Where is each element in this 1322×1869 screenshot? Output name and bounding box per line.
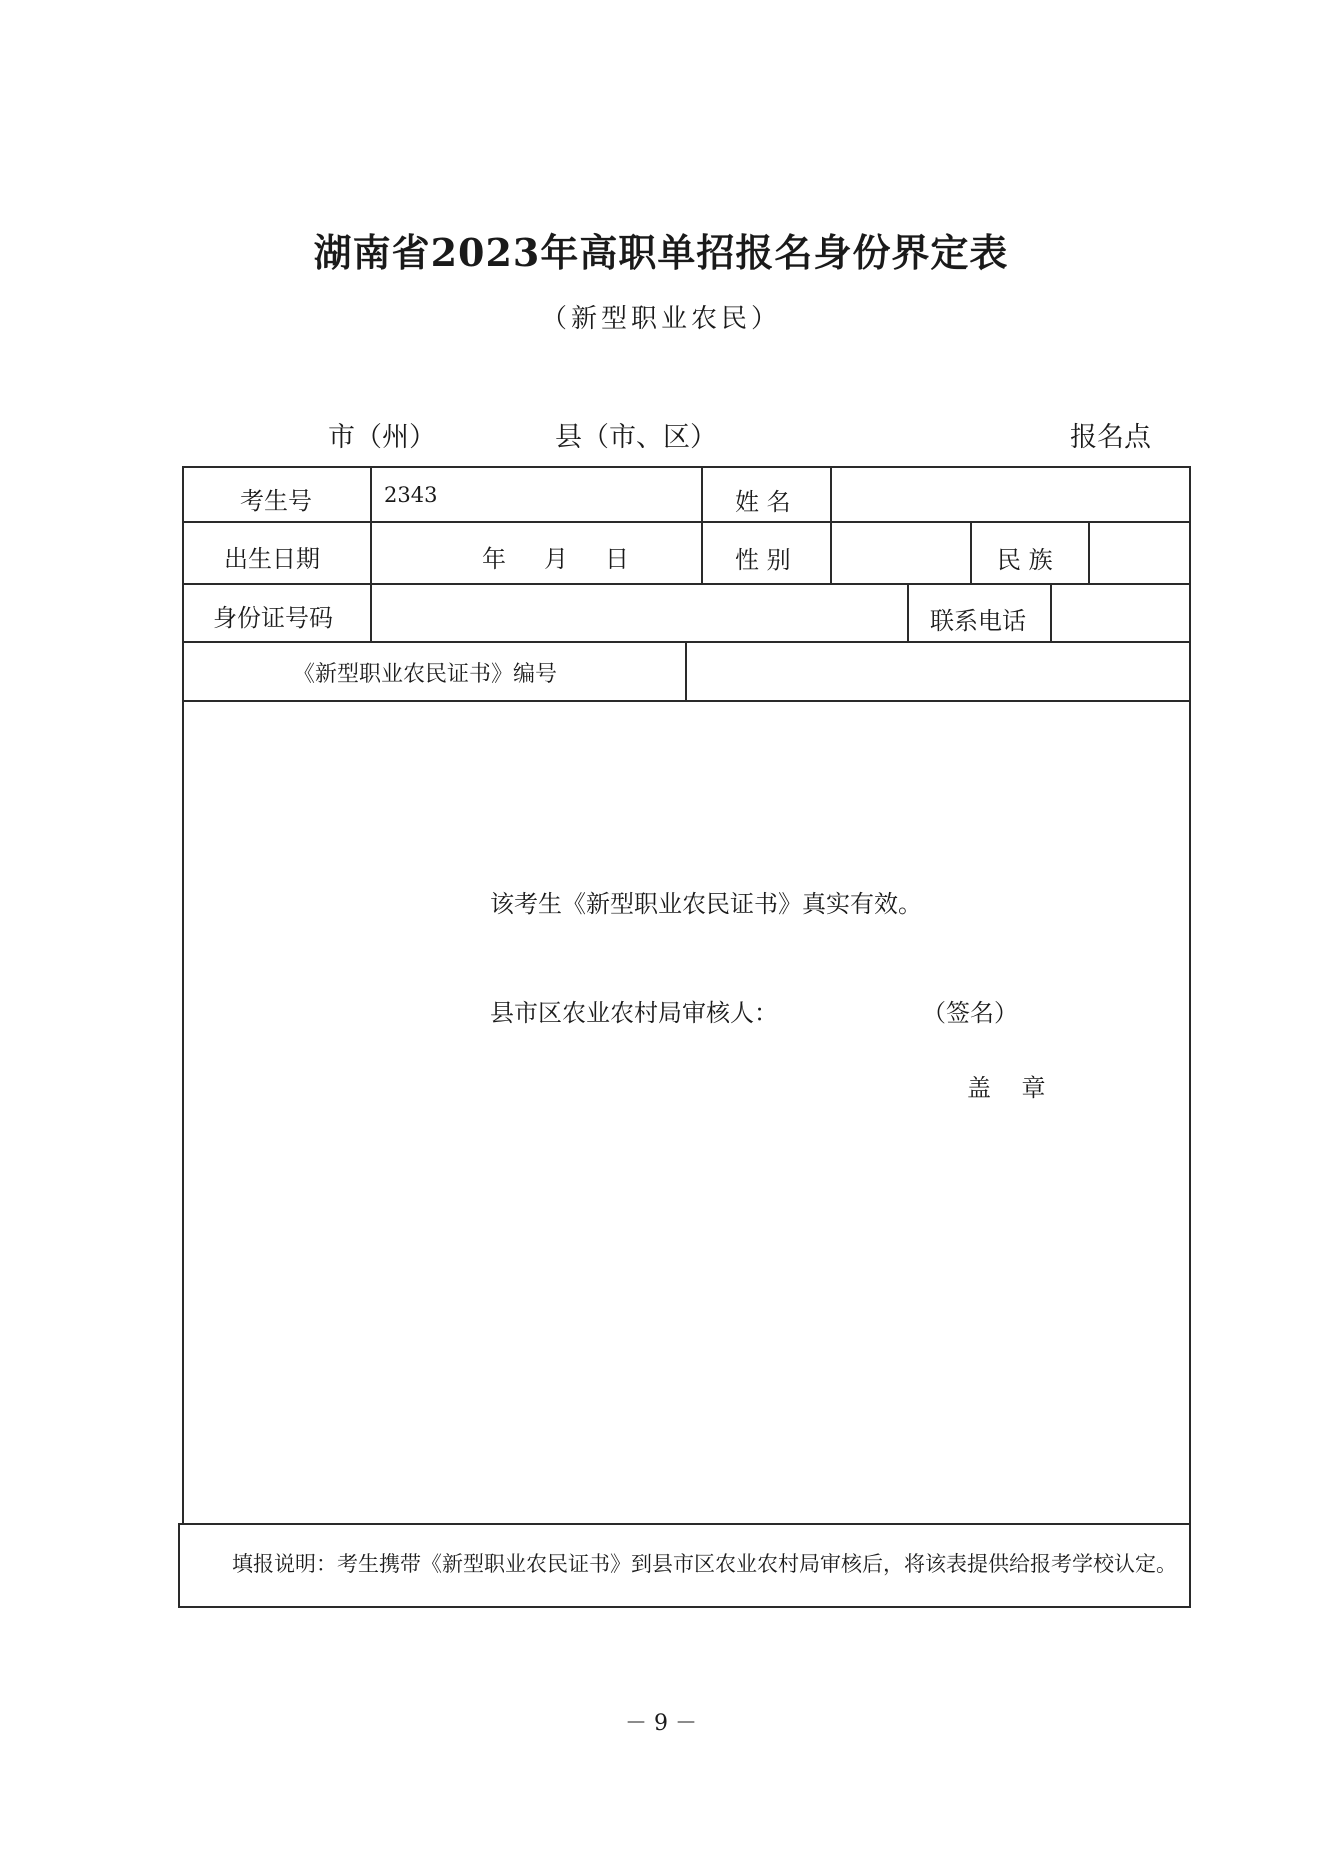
page-number: － 9 － [625, 1711, 697, 1736]
birth-day-label: 日 [605, 545, 629, 573]
table-border [178, 1606, 1191, 1608]
row-divider [182, 521, 1191, 523]
document-title: 湖南省2023年高职单招报名身份界定表 [313, 230, 1009, 275]
column-divider [1088, 521, 1090, 583]
verification-statement: 该考生《新型职业农民证书》真实有效。 [490, 890, 922, 918]
row-divider [182, 583, 1191, 585]
registration-site-label: 报名点 [1070, 422, 1151, 453]
column-divider [907, 583, 909, 642]
city-label: 市（州） [328, 422, 436, 453]
id-number-label: 身份证号码 [213, 604, 333, 632]
signature-label: （签名） [922, 999, 1018, 1027]
birth-year-label: 年 [482, 545, 506, 573]
column-divider [830, 466, 832, 584]
birth-date-label: 出生日期 [224, 545, 320, 573]
seal-label: 盖 章 [967, 1074, 1046, 1102]
column-divider [685, 641, 687, 701]
column-divider [970, 521, 972, 583]
filling-instructions: 填报说明：考生携带《新型职业农民证书》到县市区农业农村局审核后，将该表提供给报考学校认定。 [232, 1552, 1177, 1576]
document-subtitle: （新型职业农民） [540, 304, 781, 334]
table-border [182, 466, 184, 1524]
gender-label: 性 别 [735, 546, 791, 574]
county-label: 县（市、区） [555, 422, 717, 453]
column-divider [701, 466, 703, 584]
column-divider [1050, 583, 1052, 642]
table-border [1189, 466, 1191, 1607]
exam-number-value: 2343 [384, 483, 438, 507]
exam-number-label: 考生号 [240, 487, 312, 515]
table-border [182, 466, 1191, 468]
reviewer-label: 县市区农业农村局审核人： [490, 999, 778, 1027]
certificate-number-label: 《新型职业农民证书》编号 [293, 662, 558, 687]
table-border [178, 1523, 180, 1607]
row-divider [178, 1523, 1191, 1525]
birth-month-label: 月 [544, 545, 568, 573]
name-label: 姓 名 [735, 488, 791, 516]
column-divider [370, 466, 372, 642]
phone-label: 联系电话 [930, 607, 1026, 635]
ethnicity-label: 民 族 [997, 546, 1053, 574]
